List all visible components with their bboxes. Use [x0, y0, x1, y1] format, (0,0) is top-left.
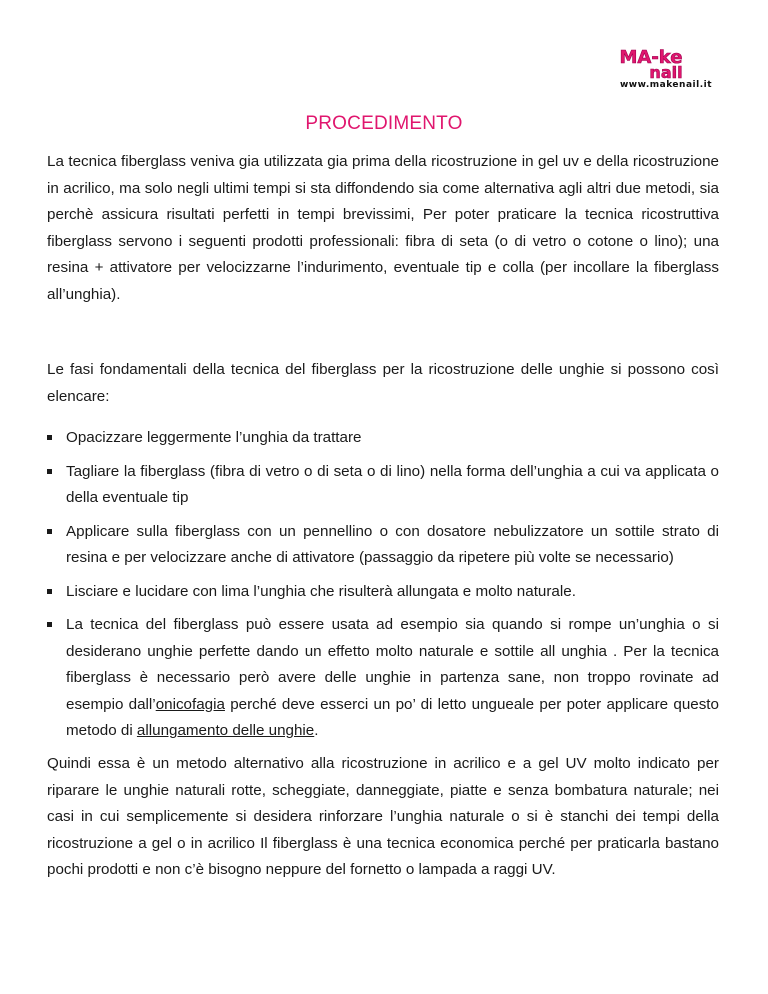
makenail-logo [588, 46, 714, 94]
onicofagia-link[interactable]: onicofagia [155, 695, 225, 713]
list-item-text-part: . [314, 722, 319, 739]
intro-paragraph: La tecnica fiberglass veniva gia utilizzata gia prima della ricostruzione in gel uv e della ricostruzione in acrilico, ma solo negli ultimi tempi si sta diffondendo sia come alternativa agli altri due metodi, sia perchè assicura risultati perfetti in tempi brevissimi, Per poter praticare la tecnica ricostruttiva fiberglass servono i seguenti prodotti professionali: fibra di seta (o di vetro o cotone o lino); una resina + attivatore per velocizzarne l’indurimento, eventuale tip e colla (per incollare la fiberglass all’unghia). [47, 153, 719, 303]
list-item-text: Applicare sulla fiberglass con un pennellino o con dosatore nebulizzatore un sottile strato di resina e per velocizzare anche di attivatore (passaggio da ripetere più volte se necessario) [66, 522, 719, 566]
allungamento-unghie-link[interactable]: allungamento delle unghie [136, 722, 315, 739]
list-item [47, 459, 719, 512]
list-item-text: Opacizzare leggermente l’unghia da trattare [66, 429, 362, 446]
list-item [47, 579, 719, 606]
list-item-text: Tagliare la fiberglass (fibra di vetro o di seta o di lino) nella forma dell’unghia a cui va applicata o della eventuale tip [66, 462, 719, 506]
list-item [47, 425, 719, 452]
list-item-text: Lisciare e lucidare con lima l’unghia che risulterà allungata e molto naturale. [66, 582, 576, 600]
list-item [47, 612, 719, 745]
bullet-square-icon [47, 529, 52, 534]
bullet-square-icon [47, 622, 52, 627]
phases-list [47, 425, 719, 752]
list-item-text-part: La tecnica del fiberglass può essere usata ad esempio sia quando si rompe un’unghia o si desiderano unghie perfette dando un effetto molto naturale e sottile all unghia . Per la tecnica fiberglass è necessario però avere delle unghie in partenza sane, non troppo rovinate ad esempio dall’ [66, 616, 719, 713]
page-title: PROCEDIMENTO [305, 113, 463, 134]
logo-line1: MA-ke [619, 47, 683, 68]
phases-intro-paragraph: Le fasi fondamentali della tecnica del fiberglass per la ricostruzione delle unghie si possono così elencare: [47, 361, 719, 405]
logo-line2: nail [649, 63, 683, 82]
closing-paragraph: Quindi essa è un metodo alternativo alla ricostruzione in acrilico e a gel UV molto indicato per riparare le unghie naturali rotte, scheggiate, danneggiate, piatte e senza bombatura naturale; nei casi in cui semplicemente si desidera rinforzare l’unghia naturale o si è stanchi dei tempi della ricostruzione a gel o in acrilico Il fiberglass è una tecnica economica perché per praticarla bastano pochi prodotti e non c’è bisogno neppure del fornetto o lampada a raggi UV. [47, 755, 719, 878]
logo-url: www.makenail.it [619, 80, 712, 90]
bullet-square-icon [47, 469, 52, 474]
list-item-text-part: perché deve esserci un po’ di letto ungueale per poter applicare questo metodo di [66, 695, 719, 739]
bullet-square-icon [47, 435, 52, 440]
list-item [47, 519, 719, 572]
bullet-square-icon [47, 589, 52, 594]
